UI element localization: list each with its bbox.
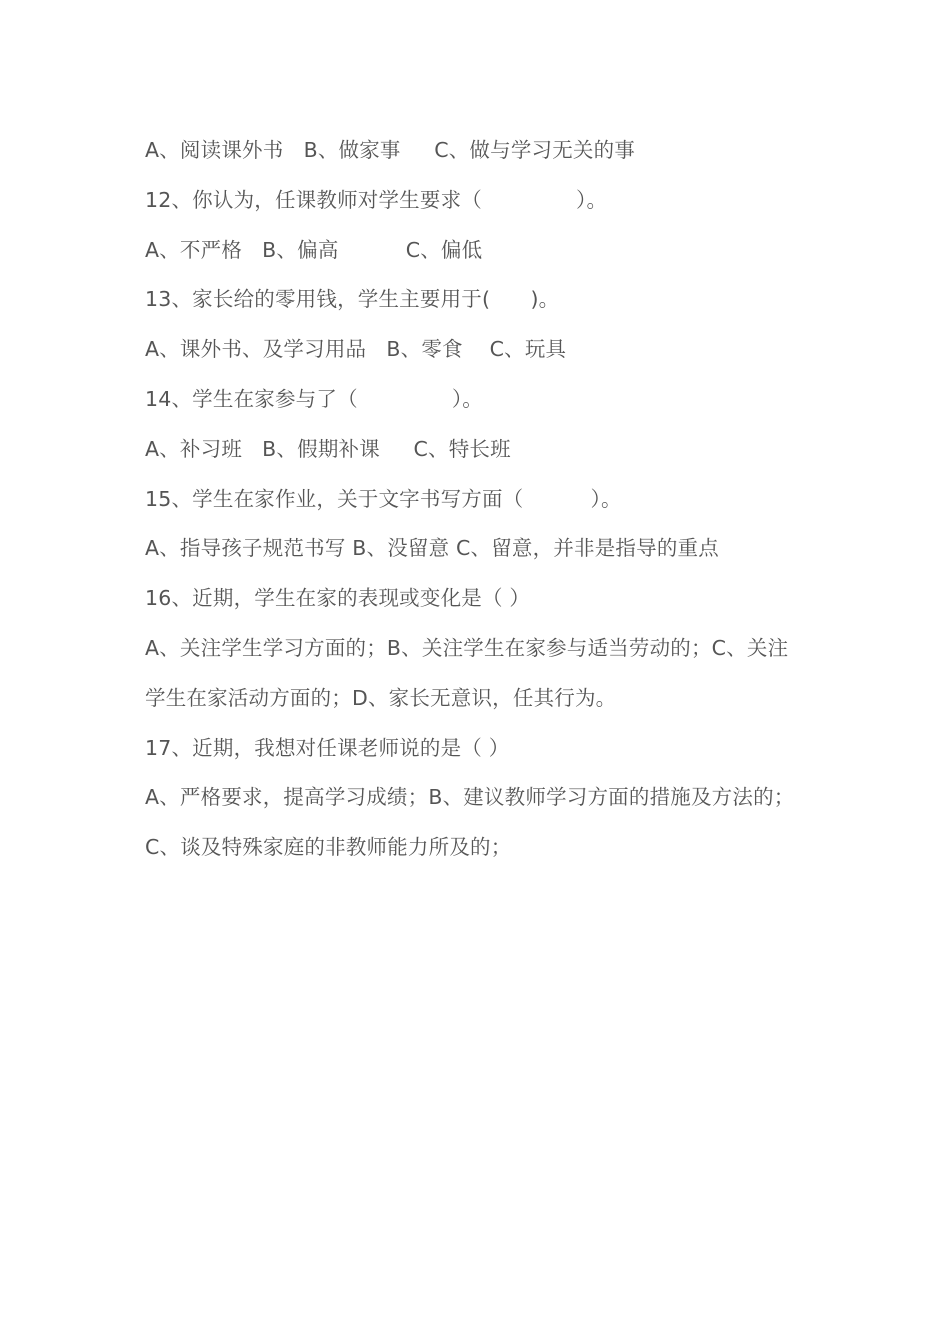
option-line-16b: 学生在家活动方面的；D、家长无意识，任其行为。 — [145, 685, 617, 710]
option-line-17a: A、严格要求，提高学习成绩；B、建议教师学习方面的措施及方法的； — [145, 785, 795, 810]
question-14: 14、学生在家参与了（ ）。 — [145, 386, 483, 411]
questionnaire-body — [145, 128, 825, 875]
option-line-15: A、指导孩子规范书写 B、没留意 C、留意，并非是指导的重点 — [145, 536, 719, 561]
question-13: 13、家长给的零用钱，学生主要用于( )。 — [145, 287, 560, 312]
option-line-16a: A、关注学生学习方面的；B、关注学生在家参与适当劳动的；C、关注 — [145, 635, 789, 660]
question-17: 17、近期，我想对任课老师说的是（ ） — [145, 735, 510, 760]
question-16: 16、近期，学生在家的表现或变化是（ ） — [145, 586, 531, 611]
question-15: 15、学生在家作业，关于文字书写方面（ ）。 — [145, 486, 622, 511]
option-line-13: A、课外书、及学习用品 B、零食 C、玩具 — [145, 337, 567, 362]
option-line-11: A、阅读课外书 B、做家事 C、做与学习无关的事 — [145, 138, 636, 162]
question-12: 12、你认为，任课教师对学生要求（ ）。 — [145, 187, 608, 212]
option-line-12: A、不严格 B、偏高 C、偏低 — [145, 237, 483, 262]
option-line-17b: C、谈及特殊家庭的非教师能力所及的； — [145, 835, 512, 860]
option-line-14: A、补习班 B、假期补课 C、特长班 — [145, 436, 511, 461]
